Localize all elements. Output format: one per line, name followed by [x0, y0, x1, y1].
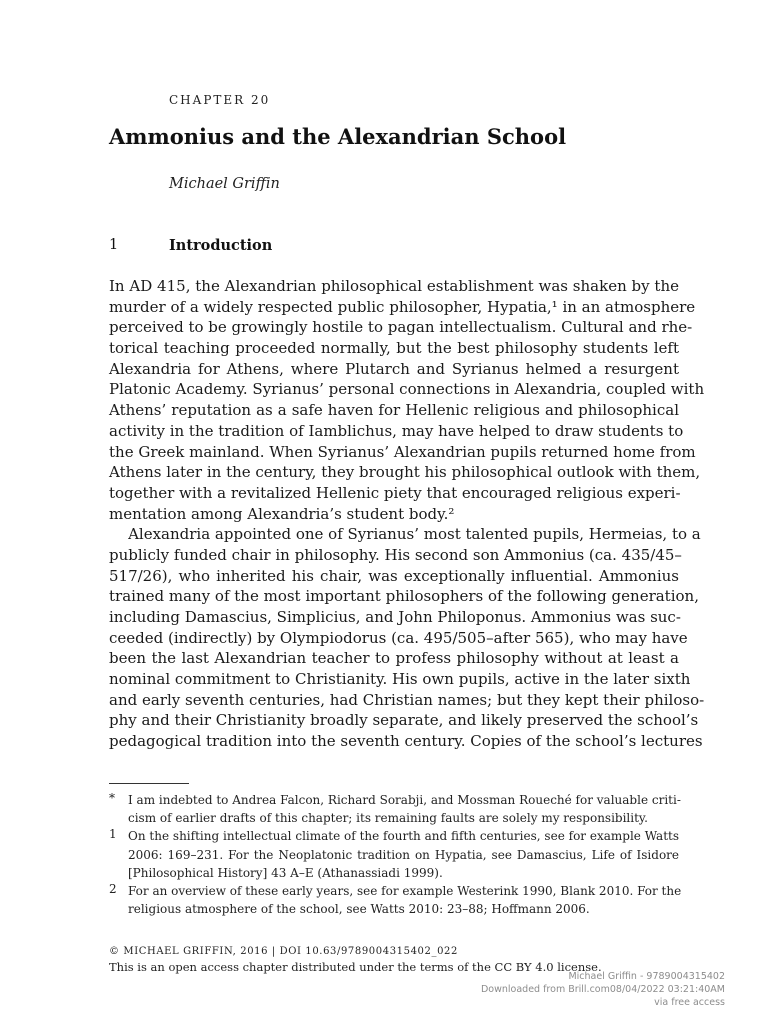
footnote-line: religious atmosphere of the school, see Watts 2010: 23–88; Hoffmann 2006. — [128, 902, 590, 917]
chapter-title: Ammonius and the Alexandrian School — [109, 124, 567, 149]
body-line: trained many of the most important philosophers of the following generation, — [109, 587, 699, 606]
body-line: mentation among Alexandria’s student body.² — [109, 504, 455, 523]
footnote-line: cism of earlier drafts of this chapter; its remaining faults are solely my responsibility. — [128, 811, 648, 826]
body-line: Platonic Academy. Syrianus’ personal connections in Alexandria, coupled with — [109, 380, 705, 399]
download-stamp — [465, 970, 725, 1009]
footnote — [109, 827, 679, 882]
body-line: perceived to be growingly hostile to pagan intellectualism. Cultural and rhe- — [109, 318, 693, 337]
section-title: Introduction — [169, 237, 273, 254]
body-line: ceeded (indirectly) by Olympiodorus (ca. 495/505–after 565), who may have — [109, 628, 688, 647]
body-line: Athens’ reputation as a safe haven for Hellenic religious and philosophical — [109, 401, 679, 420]
body-line: including Damascius, Simplicius, and John Philoponus. Ammonius was suc- — [109, 608, 681, 626]
footnote — [109, 791, 679, 827]
stamp-line: Michael Griffin - 9789004315402 — [568, 971, 725, 982]
body-line: 517/26), who inherited his chair, was exceptionally influential. Ammonius — [109, 566, 679, 585]
body-line: phy and their Christianity broadly separate, and likely preserved the school’s — [109, 711, 699, 730]
body-line: nominal commitment to Christianity. His own pupils, active in the later sixth — [109, 670, 691, 689]
footnote-rule — [109, 783, 189, 784]
body-line: activity in the tradition of Iamblichus, may have helped to draw students to — [109, 421, 684, 440]
stamp-line: Downloaded from Brill.com08/04/2022 03:21:40AM — [480, 984, 725, 995]
footnote-line: On the shifting intellectual climate of the fourth and fifth centuries, see for example Watts — [128, 829, 679, 844]
body-line: torical teaching proceeded normally, but the best philosophy students left — [109, 339, 679, 358]
license-line: This is an open access chapter distributed under the terms of the CC BY 4.0 license. — [109, 960, 602, 974]
body-line: Athens later in the century, they brought his philosophical outlook with them, — [109, 463, 701, 482]
body-line: Alexandria appointed one of Syrianus’ most talented pupils, Hermeias, to a — [109, 525, 701, 544]
stamp-line: via free access — [654, 997, 725, 1008]
footnote-line: 2006: 169–231. For the Neoplatonic tradition on Hypatia, see Damascius, Life of Isidore — [128, 847, 679, 862]
footnote-line: I am indebted to Andrea Falcon, Richard Sorabji, and Mossman Roueché for valuable criti- — [128, 793, 681, 807]
footnote-mark: 2 — [109, 881, 117, 896]
footnote-mark: 1 — [109, 827, 117, 842]
body-line: pedagogical tradition into the seventh century. Copies of the school’s lectures — [109, 732, 703, 751]
body-line: been the last Alexandrian teacher to profess philosophy without at least a — [109, 649, 679, 668]
body-text — [109, 276, 705, 752]
body-line: murder of a widely respected public philosopher, Hypatia,¹ in an atmosphere — [109, 297, 696, 316]
footnotes — [109, 791, 682, 918]
author-name: Michael Griffin — [169, 176, 280, 192]
body-line: the Greek mainland. When Syrianus’ Alexandrian pupils returned home from — [109, 442, 696, 461]
section-number: 1 — [109, 237, 119, 253]
footnote — [109, 881, 682, 918]
footnote-line: [Philosophical History] 43 A–E (Athanassiadi 1999). — [128, 865, 443, 880]
body-line: publicly funded chair in philosophy. His second son Ammonius (ca. 435/45– — [109, 545, 682, 564]
footnote-mark: * — [109, 791, 115, 805]
body-line: and early seventh centuries, had Christian names; but they kept their philoso- — [109, 690, 705, 709]
body-line: Alexandria for Athens, where Plutarch and Syrianus helmed a resurgent — [109, 359, 679, 378]
body-line: In AD 415, the Alexandrian philosophical establishment was shaken by the — [109, 277, 679, 295]
chapter-label: CHAPTER 20 — [169, 93, 271, 107]
copyright-line: © MICHAEL GRIFFIN, 2016 | DOI 10.63/9789004315402_022 — [109, 946, 458, 957]
body-line: together with a revitalized Hellenic piety that encouraged religious experi- — [109, 483, 681, 502]
footnote-line: For an overview of these early years, see for example Westerink 1990, Blank 2010. For the — [128, 883, 682, 898]
